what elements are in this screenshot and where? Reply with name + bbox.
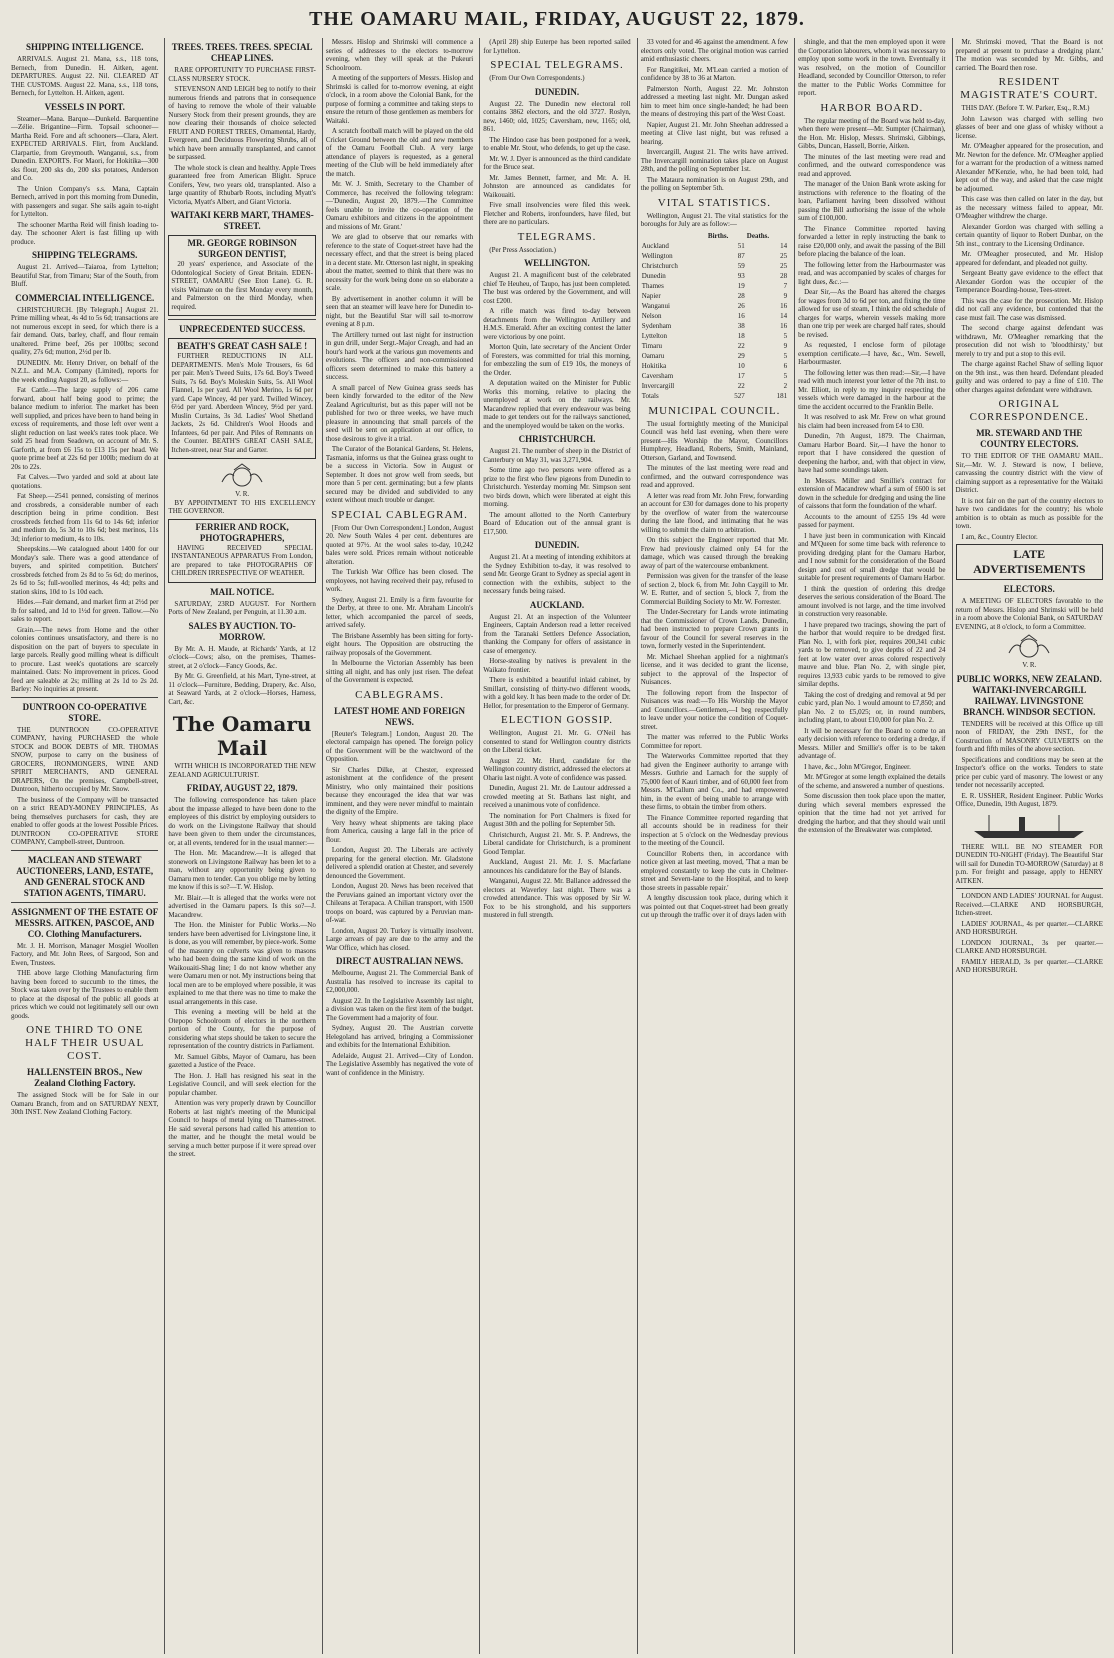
column-2 <box>164 38 318 1654</box>
article-paragraph: I have, &c., John M'Gregor, Engineer. <box>804 762 911 771</box>
article-paragraph: Mr. James Bennett, farmer, and Mr. A. H. Johnston are announced as candidates for Waikouaiti. <box>483 173 631 199</box>
article-paragraph: Dunedin, August 21. Mr. de Lautour addressed a crowded meeting at St. Bathans last night, and received a unanimous vote of confidence. <box>483 784 631 809</box>
article-paragraph: The whole stock is clean and healthy. Apple Trees guaranteed free from American Blight. Spruce Conifers, Yew, two years old, transplanted. Also a large quantity of Rhubarb Roots, including Myatt's Victoria, Myatt's Albert, and Giant Victoria. <box>168 163 316 206</box>
section-heading: MR. STEWARD AND THE COUNTRY ELECTORS. <box>976 428 1083 449</box>
section-heading: DUNEDIN. <box>534 540 580 550</box>
section-heading: HALLENSTEIN BROS., New Zealand Clothing Factory. <box>26 1067 143 1088</box>
article-paragraph: The following correspondence has taken place about the impasse alleged to have been done to the employees of this district by employing outsiders to do work on the Livingstone Railway that should have been given to them under the circumstances, or, at all events, tendered for in the usual manner:— <box>168 796 316 847</box>
table-header: Births. <box>707 231 729 240</box>
table-cell: Invercargill <box>641 381 675 390</box>
article-paragraph: The business of the Company will be transacted on a strict READY-MONEY PRINCIPLES, As being themselves purchasers for cash, they are enabled to offer goods at the lowest Possible Prices. DUNTROON CO-OPERATIVE STORE COMPANY, Campbell-street, Duntroon. <box>11 795 159 846</box>
article-paragraph: Alexander Gordon was charged with selling a certain quantity of liquor to Robert Dunbar, on the 5th inst., contrary to the Licensing Ordinance. <box>955 222 1103 248</box>
article-paragraph: (From Our Own Correspondents.) <box>489 74 585 82</box>
article-paragraph: Invercargill, August 21. The writs have arrived. The Invercargill nomination takes place on August 28th, and the polling on September 1st. <box>640 148 789 173</box>
section-heading: PUBLIC WORKS, NEW ZEALAND. WAITAKI-INVERCARGILL RAILWAY. LIVINGSTONE BRANCH. WINDSOR SECTION. <box>956 673 1102 717</box>
article-paragraph: (April 28) ship Euterpe has been reported sailed for Lyttelton. <box>483 38 631 55</box>
table-row <box>641 331 788 341</box>
columns <box>8 38 1106 1654</box>
article-paragraph: The Hon. Mr. Macandrew.—It is alleged that stonework on Livingstone Railway has been let to a man, without any opportunity being given to Oamaru men to tender. Can you oblige me by letting me know if this is so?—T. W. Hislop. <box>168 849 316 891</box>
article-paragraph: August 21. A magnificent bust of the celebrated chief Te Heuheu, of Taupo, has just been completed. The bust was ordered by the Government, and will cost £200. <box>483 271 631 305</box>
article-paragraph: Specifications and conditions may be seen at the Inspector's office on the works. Tenders to state price per cubic yard of masonry. The lowest or any tender not necessarily accepted. <box>955 755 1103 789</box>
article-paragraph: Mr. Michael Sheehan applied for a nightman's license, and it was decided to grant the license, subject to the approval of the Inspector of Nuisances. <box>640 652 789 686</box>
article-paragraph: Attention was very properly drawn by Councillor Roberts at last night's meeting of the Municipal Council to heaps of metal lying on Thames-street. He said several persons had called his attention to the matter, and he thought the metal would be serving a much better purpose if it were spread over the street. <box>168 1099 316 1158</box>
article-paragraph: Hides.—Fair demand, and market firm at 2½d per lb for salted, and 1d to 1½d for green. Tallow.—No sales to report. <box>11 598 159 623</box>
article-paragraph: It is not fair on the part of the country electors to have two candidates for the country; his whole ambition is to obtain as much as possible for the town. <box>955 496 1103 530</box>
article-paragraph: The second charge against defendant was withdrawn, Mr. O'Meagher remarking that the prosecution did not wish to 'bloodthirsty,' but merely to try and put a stop to this evil. <box>955 324 1103 358</box>
article-paragraph: Sheepskins.—We catalogued about 1400 for our Monday's sale. There was a good attendance of buyers, and spirited competition. Butchers' crossbreds fetched from 2s 8d to 5s 6d; do merinos, 2s 6d to 5s; full-woolled merinos, 4s 4d; pelts and station skins, 10d to 1s 10d each. <box>11 545 159 596</box>
article-paragraph: Some time ago two persons were offered as a prize to the first who flew pigeons from Dunedin to Christchurch. Yesterday morning Mr. Simpson sent two birds down, which were liberated at eight this morning. <box>483 466 631 508</box>
table-cell: 16 <box>780 321 788 330</box>
section-heading: UNPRECEDENTED SUCCESS. <box>179 324 306 334</box>
article-paragraph: August 21. Arrived—Taiaroa, from Lyttelton; Beautiful Star, from Timaru; Star of the South, from Bluff. <box>11 263 159 288</box>
article-paragraph: Mr. Samuel Gibbs, Mayor of Oamaru, has been gazetted a Justice of the Peace. <box>168 1052 316 1069</box>
section-heading: DUNEDIN. <box>534 86 580 97</box>
table-cell: 5 <box>783 371 788 380</box>
article-paragraph: The following letter was then read:—Sir,—I have read with much interest your letter of the 7th inst. to Mr. Elliott, in reply to my inquiry respecting the vessels which were damaged in the harbour at the time the accident occurred to the Franklin Belle. <box>798 368 946 411</box>
royal-crest <box>168 462 315 499</box>
table-cell: 10 <box>737 361 745 370</box>
advertisement-title: FERRIER AND ROCK, PHOTOGRAPHERS, <box>195 521 289 543</box>
steamer-illustration <box>956 811 1103 841</box>
table-cell: 527 <box>734 391 745 400</box>
table-cell: Napier <box>641 291 661 300</box>
article-paragraph: The Hindoo case has been postponed for a week, to enable Mr. Stout, who defends, to get up the case. <box>483 135 631 152</box>
masthead-title: THE OAMARU MAIL, FRIDAY, AUGUST 22, 1879. <box>309 8 805 30</box>
article-paragraph: A scratch football match will be played on the old Cricket Ground between the old and new members of the Oamaru Football Club. A very large attendance of players is requested, as a general meeting of the Club will be held immediately after the match. <box>325 127 474 178</box>
column-divider <box>11 850 158 851</box>
table-row <box>641 391 788 401</box>
article-paragraph: A rifle match was fired to-day between detachments from the Wellington Artillery and H.M.S. Emerald. After an exciting contest the latter were victorious by one point. <box>483 307 631 341</box>
article-paragraph: LADIES' JOURNAL, 4s per quarter.—CLARKE AND HORSBURGH. <box>955 919 1103 936</box>
article-paragraph: There is exhibited a beautiful inlaid cabinet, by Smillart, consisting of thirty-two different woods, with a gold key. It has been made to the order of Dr. Hellor, for presentation to the Emperor of Germany. <box>483 676 631 710</box>
article-paragraph: Napier, August 21. Mr. John Sheehan addressed a meeting at Clive last night, but was refused a hearing. <box>640 120 789 146</box>
advertisement-title: BEATH'S GREAT CASH SALE ! <box>177 341 308 351</box>
table-row <box>641 261 788 271</box>
article-paragraph: [Reuter's Telegram.] London, August 20. The electoral campaign has opened. The foreign policy of the Government will be the watchword of the Opposition. <box>325 729 474 763</box>
advertisement-body: HAVING RECEIVED SPECIAL INSTANTANEOUS APPARATUS From London, are prepared to take PHOTOGRAPHS OF CHILDREN IRRESPECTIVE OF WEATHER. <box>171 543 313 577</box>
column-divider <box>168 319 315 320</box>
article-paragraph: The Under-Secretary for Lands wrote intimating that the Commissioner of Crown Lands, Dunedin, had been instructed to prepare Crown grants in favour of the Council for several reserves in the town, formerly vested in the Superintendent. <box>640 608 789 650</box>
table-cell: 51 <box>737 241 745 250</box>
table-cell: 2 <box>783 381 788 390</box>
section-heading: SALES BY AUCTION. TO-MORROW. <box>188 620 296 642</box>
article-paragraph: I have prepared two tracings, showing the part of the harbor that would require to be dredged first. Plan No. 1, with fork pier, requires 200,341 cubic yards to be removed, to give depths of 22 and 24 feet at low water over areas colored respectively mauve and blue. Plan No. 2, with single pier, requires 13,933 cubic yards to be removed to give similar depths. <box>798 620 946 688</box>
article-paragraph: Mr. W. J. Smith, Secretary to the Chamber of Commerce, has received the following telegram:—'Dunedin, August 20, 1879.—The Committee feels unable to invite the co-operation of the Oamaru exhibitors and citizens in the appointment and missions of Mr. Grant.' <box>325 180 474 231</box>
article-paragraph: Wanganui, August 22. Mr. Ballance addressed the electors at Waverley last night. There was a crowded attendance. This was opposed by Sir W. Fox to be his stronghold, and his supporters mustered in full strength. <box>483 877 631 919</box>
section-heading: ASSIGNMENT OF THE ESTATE OF MESSRS. AITKEN, PASCOE, AND CO. Clothing Manufacturers. <box>11 906 159 939</box>
table-cell: Thames <box>641 281 664 290</box>
section-heading: TELEGRAMS. <box>517 230 597 243</box>
article-paragraph: In Melbourne the Victorian Assembly has been sitting all night, and has only just risen. The defeat of the Government is expected. <box>325 659 474 684</box>
article-paragraph: A letter was read from Mr. John Frew, forwarding an account for £30 for damages done to his property by the overflow of water from the watercourse during the late flood, and intimating that he was willing to submit the claim to arbitration. <box>640 491 789 534</box>
article-paragraph: By Mr. A. H. Maude, at Richards' Yards, at 12 o'clock—Cows; also, on the premises, Thames-street, at 2 o'clock—Fancy Goods, &c. <box>168 644 316 670</box>
article-paragraph: The Union Company's s.s. Mana, Captain Bernech, arrived in port this morning from Dunedin, with passengers and sugar. She sails again to-night for Lyttelton. <box>11 184 159 218</box>
article-paragraph: Taking the cost of dredging and removal at 9d per cubic yard, plan No. 1 would amount to £7,850; and plan No. 2 to £5,025; or, in round numbers, including plant, to about £10,000 for plan No. 2. <box>798 690 946 724</box>
table-cell: 28 <box>737 291 745 300</box>
table-cell: 181 <box>776 391 788 400</box>
article-paragraph: BY APPOINTMENT TO HIS EXCELLENCY THE GOVERNOR. <box>168 498 316 515</box>
article-paragraph: August 22. In the Legislative Assembly last night, a division was taken on the first item of the budget. The Government had a majority of four. <box>325 996 474 1022</box>
article-paragraph: Some discussion then took place upon the matter, during which several members expressed the opinion that the time had not yet arrived for dredging the harbor, and that they should wait until the extension of the Breakwater was completed. <box>798 792 946 834</box>
section-heading: DIRECT AUSTRALIAN NEWS. <box>335 956 464 966</box>
article-paragraph: FAMILY HERALD, 3s per quarter.—CLARKE AND HORSBURGH. <box>955 957 1103 974</box>
crest-letters: V. R. <box>235 490 250 498</box>
article-paragraph: Fat Sheep.—2541 penned, consisting of merinos and crossbreds, a considerable number of each description being in prime condition. Best crossbreds fetched from 11s 6d to 14s 6d; inferior and medium do, 5s 3d to 10s 6d; best merinos, 11s 3d; inferior to medium, 4s to 10s. <box>11 492 159 543</box>
article-paragraph: Steamer—Mana. Barque—Dunkeld. Barquentine—Zélie. Brigantine—Firm. Topsail schooner—Martha Reid. Fore and aft schooners—Clara, Alert. EXPECTED ARRIVALS. Flirt, from Auckland. Clarpartie, from Greymouth. Wanganui, s.s., from Dunedin. EXPORTS. For Maori, for Hokitika—300 sks flour, 200 sks do, 200 sks potatoes, Anderson and Co. <box>11 114 159 182</box>
article-paragraph: For Rangitikei, Mr. M'Lean carried a motion of confidence by 38 to 36 at Marton. <box>640 65 789 82</box>
section-heading: ELECTORS. <box>1003 584 1055 594</box>
table-row <box>641 321 788 331</box>
article-paragraph: Sydney, August 21. Emily is a firm favourite for the Derby, at three to one. Mr. Abraham Lincoln's letter, which accompanied the parcel of seeds, arrived safely. <box>325 595 474 629</box>
crest-letters: V. R. <box>1022 661 1037 669</box>
article-paragraph: The regular meeting of the Board was held to-day, when there were present—Mr. Sumpter (Chairman), the Hon. Mr. Hislop, Messrs. Shrimski, Gibbings, Gibbs, Duncan, Hassell, Borrie, Aitken. <box>798 116 946 150</box>
article-paragraph: 33 voted for and 46 against the amendment. A few electors only voted. The original motion was carried amid enthusiastic cheers. <box>640 38 789 63</box>
article-paragraph: The Turkish War Office has been closed. The employees, not having received their pay, refused to work. <box>325 568 474 593</box>
newspaper-nameplate: The Oamaru Mail <box>172 712 312 760</box>
article-paragraph: A small parcel of New Guinea grass seeds has been kindly forwarded to the editor of the New Zealand Agriculturist, but as this paper will not be published for two or three weeks, we have much pleasure in announcing that small parcels of the seed will be sent on application at our office, to those desirous to give it a trial. <box>325 383 474 443</box>
article-paragraph: The following report from the Inspector of Nuisances was read:—To His Worship the Mayor and Councillors.—Gentlemen,—I beg respectfully to leave under your notice the condition of Coquet-street. <box>640 688 789 731</box>
article-paragraph: The Curator of the Botanical Gardens, St. Helens, Tasmania, informs us that the Guinea grass ought to be a success in Victoria. Sow in August or September. It does not grow well from seeds, but more than 5 per cent. germinating; but a few plants secured may be divided and subdivided to any extent without much trouble or danger. <box>325 445 474 504</box>
article-paragraph: Sergeant Beatty gave evidence to the effect that Alexander Gordon was the occupier of the Temperance Boarding-house, Tees-street. <box>955 269 1103 294</box>
article-paragraph: August 22. The Dunedin new electoral roll contains 3862 electors, and the old 3727. Roslyn, new, 1460; old, 1025; Caversham, new, 1165; old, 861. <box>483 99 631 133</box>
table-header <box>641 231 707 241</box>
article-paragraph: Fat Cattle.—The large supply of 206 came forward, about half being good to prime; the balance medium to inferior. The market has been well supplied, and prices have been to hand being in excess of requirements, and those left over went a slight reduction on last week's rates took place. We sold 25 head from Seadown, on account of Mr. S. Garforth, at from £6 15s to £13 15s per head. We quote prime beef at 22s 6d per 100lb; medium do at 20s to 22s. <box>11 386 159 471</box>
article-paragraph: The minutes of the last meeting were read and confirmed, and the outward correspondence was read and approved. <box>640 464 789 489</box>
article-paragraph: As requested, I enclose form of pilotage exemption certificate.—I have, &c., Wm. Sewell, Harbourmaster. <box>798 341 946 366</box>
table-cell: 26 <box>737 301 745 310</box>
article-paragraph: Mr. W. J. Dyer is announced as the third candidate for the Bruce seat. <box>483 154 631 171</box>
article-paragraph: Mr. O'Meagher prosecuted, and Mr. Hislop appeared for defendant, and pleaded not guilty. <box>955 250 1103 267</box>
article-paragraph: The Hon. J. Hall has resigned his seat in the Legislative Council, and will seek election for the popular chamber. <box>168 1071 316 1097</box>
table-cell: 22 <box>737 341 745 350</box>
section-heading: WELLINGTON. <box>524 258 590 268</box>
table-cell: 28 <box>780 271 788 280</box>
article-paragraph: The manager of the Union Bank wrote asking for instructions with reference to the floating of the loan, Parliament having been dissolved without passing the Bill authorising the issue of the whole sum of £100,000. <box>798 180 946 222</box>
column-divider <box>956 888 1103 889</box>
article-paragraph: Sir Charles Dilke, at Chester, expressed astonishment at the confidence of the present Ministry, who only maintained their positions because they encouraged the idea that war was imminent, and they were never mindful to maintain the dignity of the Empire. <box>325 765 474 816</box>
section-heading: SPECIAL CABLEGRAM. <box>331 508 468 521</box>
table-cell: 25 <box>780 261 788 270</box>
section-heading: SPECIAL TELEGRAMS. <box>490 59 624 71</box>
article-paragraph: Christchurch, August 21. Mr. S. P. Andrews, the Liberal candidate for Christchurch, is a prominent Good Templar. <box>483 830 631 856</box>
article-paragraph: A deputation waited on the Minister for Public Works this morning, relative to placing the unemployed at work on the railways. Mr. Macandrew replied that every endeavour was being made to get tenders out for the railways sanctioned, and the unemployed would be taken on the works. <box>483 379 631 430</box>
table-row <box>641 281 788 291</box>
article-paragraph: LONDON JOURNAL, 3s per quarter.—CLARKE AND HORSBURGH. <box>955 938 1103 955</box>
article-paragraph: It will be necessary for the Board to come to an early decision with reference to ordering a dredge, if Messrs. Miller and Smillie's offer is to be taken advantage of. <box>798 726 946 760</box>
article-paragraph: Horse-stealing by natives is prevalent in the Waikato frontier. <box>483 657 631 674</box>
table-cell: 38 <box>737 321 745 330</box>
article-paragraph: John Lawson was charged with selling two glasses of beer and one glass of whisky without a license. <box>955 114 1103 140</box>
article-paragraph: Very heavy wheat shipments are taking place from America, causing a large fall in the price of flour. <box>325 818 474 844</box>
table-cell: 59 <box>737 261 745 270</box>
table-cell: 14 <box>780 311 788 320</box>
section-heading: ELECTION GOSSIP. <box>501 714 613 726</box>
article-paragraph: TO THE EDITOR OF THE OAMARU MAIL. Sir,—Mr. W. J. Steward is now, I believe, canvassing the country district with the view of claiming support as a representative for the Waitaki District. <box>955 452 1103 494</box>
table-row <box>641 271 788 281</box>
article-paragraph: Messrs. Hislop and Shrimski will commence a series of addresses to the electors to-morrow evening, when they will speak at the Pukeuri Schoolroom. <box>325 38 474 72</box>
article-paragraph: It was resolved to ask Mr. Frew on what ground his claim had been increased from £4 to £30. <box>798 413 946 430</box>
section-heading: VITAL STATISTICS. <box>657 196 771 209</box>
article-paragraph: (Per Press Association.) <box>489 245 556 254</box>
article-paragraph: Wellington, August 21. The vital statistics for the boroughs for July are as follow:— <box>640 211 789 228</box>
section-heading: RESIDENT MAGISTRATE'S COURT. <box>960 76 1099 101</box>
table-row <box>641 251 788 261</box>
article-paragraph: The usual fortnightly meeting of the Municipal Council was held last evening, when there were present—His Worship the Mayor, Councillors Humphrey, Headland, Roberts, Smith, Mainland, Otterson, Garland, and Townsend. <box>640 419 789 462</box>
section-heading: MUNICIPAL COUNCIL. <box>648 404 781 417</box>
article-paragraph: The schooner Martha Reid will finish loading to-day. The schooner Alert is fast filling up with produce. <box>11 220 159 246</box>
table-cell: 25 <box>780 251 788 260</box>
article-paragraph: In Messrs. Miller and Smillie's contract for extension of Macandrew wharf a sum of £600 is set down in the schedule for dredging and using the line of caissons that form the foundation of the wharf. <box>798 476 946 510</box>
steamer-icon <box>969 811 1089 841</box>
article-paragraph: This case was then called on later in the day, but as the necessary witness failed to appear, Mr. O'Meagher withdrew the charge. <box>955 195 1103 220</box>
article-paragraph: Permission was given for the transfer of the lease of section 2, block 6, from Mr. John Caygill to Mr. W. E. Rutter, and of section 5, block 7, from the Commercial Building Society to Mr. W. Forrester. <box>640 572 789 606</box>
section-heading: FRIDAY, AUGUST 22, 1879. <box>186 783 298 793</box>
article-paragraph: London, August 20. Turkey is virtually insolvent. Large arrears of pay are due to the army and the War Office, which has closed. <box>325 926 474 952</box>
article-paragraph: WITH WHICH IS INCORPORATED THE NEW ZEALAND AGRICULTURIST. <box>168 762 316 779</box>
article-paragraph: Mr. J. H. Morrison, Manager Mosgiel Woollen Factory, and Mr. John Rees, of Sargood, Son and Ewen, Trustees. <box>11 941 159 967</box>
table-cell: 29 <box>737 351 745 360</box>
table-cell: Wellington <box>641 251 673 260</box>
article-paragraph: Accounts to the amount of £255 19s 4d were passed for payment. <box>798 512 946 529</box>
section-heading: COMMERCIAL INTELLIGENCE. <box>15 292 155 303</box>
article-paragraph: A meeting of the supporters of Messrs. Hislop and Shrimski is called for to-morrow evening, at eight o'clock, in a room above the Colonial Bank, for the purpose of forming a committee and taking steps to ensure the return of those gentlemen as members for Waitaki. <box>325 74 474 125</box>
table-row <box>641 291 788 301</box>
article-paragraph: The Waterworks Committee reported that they had given the Engineer authority to arrange with Messrs. Guthrie and Larnach for the supply of 75,000 feet of Kauri timber, and of 60,000 feet from Messrs. M'Callum and Co., and had empowered him, in the event of being unable to arrange with these firms, to obtain the timber from others. <box>640 752 789 811</box>
table-cell: Sydenham <box>641 321 672 330</box>
table-row <box>641 241 788 251</box>
article-paragraph: The assigned Stock will be for Sale in our Oamaru Branch, from and on SATURDAY NEXT, 30th INST. New Zealand Clothing Factory. <box>11 1091 159 1116</box>
article-paragraph: STEVENSON AND LEIGH beg to notify to their numerous friends and patrons that in consequence of having to remove the whole of their valuable Nursery Stock from their present grounds, they are now clearing their thousands of choice selected FRUIT AND FOREST TREES, Ornamental, Hardy, Evergreen, and Deciduous Flowering Shrubs, all of which have been annually transplanted, and cannot be surpassed. <box>168 85 316 161</box>
table-cell: 17 <box>737 371 745 380</box>
table-row <box>641 311 788 321</box>
article-paragraph: SATURDAY, 23RD AUGUST. For Northern Ports of New Zealand, per Penguin, at 11.30 a.m. <box>168 599 316 616</box>
article-paragraph: This was the case for the prosecution. Mr. Hislop did not call any evidence, but contended that the case must fail. The case was dismissed. <box>955 296 1103 322</box>
royal-crest <box>956 633 1103 670</box>
article-paragraph: Mr. M'Gregor at some length explained the details of the scheme, and answered a number of questions. <box>798 773 946 790</box>
article-paragraph: On this subject the Engineer reported that Mr. Frew had previously claimed only £4 for the damage, which was caused through the breaking away of part of the watercourse embankment. <box>640 536 789 570</box>
article-paragraph: The Finance Committee reported having forwarded a letter in reply instructing the bank to raise £20,000 only, and await the passing of the Bill before placing the balance of the loan. <box>798 224 946 258</box>
article-paragraph: E. R. USSHER, Resident Engineer. Public Works Office, Dunedin, 19th August, 1879. <box>955 791 1103 808</box>
article-paragraph: A lengthy discussion took place, during which it was pointed out that Coquet-street had been greatly cut up through the traffic over it of drays laden with <box>640 894 789 919</box>
article-paragraph: Adelaide, August 21. Arrived—City of London. The Legislative Assembly has negatived the vote of want of confidence in the Ministry. <box>325 1051 474 1077</box>
article-paragraph: This evening a meeting will be held at the Otepopo Schoolroom of electors in the northern portion of the County, for the purpose of considering what steps should be taken to secure the representation of the country districts in Parliament. <box>168 1008 316 1050</box>
section-heading: CHRISTCHURCH. <box>518 434 596 444</box>
article-paragraph: Dunedin, 7th August, 1879. The Chairman, Oamaru Harbor Board. Sir,—I have the honor to report that I have considered the question of deepening the harbor, and, with that object in view, have had some soundings taken. <box>798 432 946 474</box>
article-paragraph: TENDERS will be received at this Office up till noon of FRIDAY, the 29th INST., for the Construction of MASONRY CULVERTS on the fourth and fifth miles of the above section. <box>955 719 1103 753</box>
article-paragraph: I have just been in communication with Kincaid and M'Queen for some time back with reference to providing dredging plant for the Oamaru Harbor, and I now submit for the consideration of the Board design and cost of small dredge that would be suitable for present requirements of Oamaru Harbor. <box>798 531 946 582</box>
table-cell: 5 <box>783 331 788 340</box>
section-heading: SHIPPING INTELLIGENCE. <box>25 42 144 52</box>
section-heading: TREES. TREES. TREES. SPECIAL CHEAP LINES. <box>171 42 313 63</box>
table-cell: 9 <box>783 291 788 300</box>
article-paragraph: Five small insolvencies were filed this week. Fletcher and Roberts, ironfounders, have filed, but there are no particulars. <box>483 201 631 226</box>
section-heading: HARBOR BOARD. <box>820 101 924 114</box>
table-cell: Christchurch <box>641 261 678 270</box>
article-paragraph: Sydney, August 20. The Austrian corvette Helegoland has arrived, bringing a Commissioner and exhibits for the International Exhibition. <box>325 1024 474 1049</box>
article-paragraph: August 21. At a meeting of intending exhibitors at the Sydney Exhibition to-day, it was resolved to send Mr. George Grant to Sydney as special agent in connection with the exhibits, subject to the necessary funds being raised. <box>483 553 631 595</box>
article-paragraph: Councillor Roberts then, in accordance with notice given at last meeting, moved, 'That a man be employed constantly to keep the cuts in Chelmer-street and Severn-lane to the Hospital, and to keep those streets in passable repair.' <box>640 849 789 892</box>
advertisement <box>168 519 315 583</box>
article-paragraph: London, August 20. The Liberals are actively preparing for the general election. Mr. Gladstone delivered a splendid oration at Chester, and severely denounced the Government. <box>325 846 474 880</box>
section-heading: MACLEAN AND STEWART AUCTIONEERS, LAND, ESTATE, AND GENERAL STOCK AND STATION AGENTS, TIMARU. <box>16 854 154 898</box>
column-5 <box>637 38 791 1654</box>
column-1 <box>8 38 161 1654</box>
table-cell: 87 <box>737 251 745 260</box>
table-cell: 5 <box>783 351 788 360</box>
section-heading: CABLEGRAMS. <box>355 688 445 701</box>
vital-statistics-table <box>641 231 788 401</box>
article-paragraph: The Brisbane Assembly has been sitting for forty-eight hours. The Opposition are obstructing the railway proposals of the Government. <box>325 631 474 657</box>
article-paragraph: August 22. Mr. Hurd, candidate for the Wellington country district, addressed the electors at Ohariu last night. A vote of confidence was passed. <box>483 756 631 782</box>
article-paragraph: Mr. Shrimski moved, 'That the Board is not prepared at present to purchase a dredging plant.' The motion was seconded by Mr. Gibbs, and carried. The Board then rose. <box>955 38 1103 72</box>
banner-title: LATE ADVERTISEMENTS <box>973 547 1086 576</box>
article-paragraph: London, August 20. News has been received that the Peruvians gained an important victory over the Chileans at Terapaca. A Chilian transport, with 1500 troops on board, was captured by a Peruvian man-of-war. <box>325 882 474 924</box>
table-row <box>641 341 788 351</box>
advertisement-title: MR. GEORGE ROBINSON SURGEON DENTIST, <box>187 238 297 259</box>
article-paragraph: We are glad to observe that our remarks with reference to the state of Coquet-street have had the necessary effect, and that the street is being placed in a decent state. Mr. Otterson last night, in speaking about the matter, seemed to think that there was no necessity for the work being done on so elaborate a scale. <box>325 233 474 292</box>
article-paragraph: THIS DAY. (Before T. W. Parker, Esq., R.M.) <box>961 104 1090 112</box>
article-paragraph: The Finance Committee reported regarding that all accounts should be in readiness for their inspection at 5 o'clock on the Wednesday previous to the meeting of the Council. <box>640 813 789 847</box>
advertisement-body: 20 years' experience, and Associate of the Odontological Society of Great Britain. EDEN-STREET, OAMARU (See Eton Lane). G. R. visits Waimate on the first Monday every month, and Palmerston on the third Monday, when required. <box>171 260 313 311</box>
table-cell: 16 <box>780 301 788 310</box>
table-row <box>641 301 788 311</box>
article-paragraph: Auckland, August 21. Mr. J. S. Macfarlane announces his candidature for the Bay of Islands. <box>483 858 631 875</box>
table-cell: 16 <box>737 311 745 320</box>
article-paragraph: Melbourne, August 21. The Commercial Bank of Australia has resolved to increase its capital to £2,000,000. <box>325 969 474 994</box>
article-paragraph: The minutes of the last meeting were read and confirmed, and the outward correspondence was read and approved. <box>798 152 946 178</box>
table-cell: 22 <box>737 381 745 390</box>
article-paragraph: By Mr. G. Greenfield, at his Mart, Tyne-street, at 11 o'clock—Furniture, Bedding, Drapery, &c. Also, at Seaward Yards, at 2 o'clock—Horses, Harness, Cart, &c. <box>168 672 316 706</box>
table-cell: 14 <box>780 241 788 250</box>
section-heading: AUCKLAND. <box>529 599 585 610</box>
article-paragraph: RARE OPPORTUNITY TO PURCHASE FIRST-CLASS NURSERY STOCK. <box>168 66 316 83</box>
article-paragraph: THERE WILL BE NO STEAMER FOR DUNEDIN TO-NIGHT (Friday). The Beautiful Star will sail for Dunedin TO-MORROW (Saturday) at 8 p.m. For freight and passage, apply to HENRY AITKEN. <box>955 842 1103 885</box>
article-paragraph: I am, &c., Country Elector. <box>961 532 1038 541</box>
table-row <box>641 361 788 371</box>
article-paragraph: Mr. Blair.—It is alleged that the works were not advertised in the Oamaru papers. Is this so?—J. Macandrew. <box>168 893 316 919</box>
column-3 <box>322 38 476 1654</box>
article-paragraph: shingle, and that the men employed upon it were the Corporation labourers, whom it was necessary to employ upon some work in the town. Eventually it was resolved, on the motion of Councillor Headland, seconded by Councillor Otterson, to refer the matter to the Public Works Committee for report. <box>798 38 946 97</box>
column-7 <box>952 38 1106 1654</box>
table-cell: 18 <box>737 331 745 340</box>
article-paragraph: THE DUNTROON CO-OPERATIVE COMPANY, having PURCHASED the whole STOCK and BOOK DEBTS of MR. THOMAS SNOW, purpose to carry on the business of GROCERS, IRONMONGERS, WINE AND SPIRIT MERCHANTS, AND GENERAL DRAPERS, On the premises, Campbell-street, Duntroon, hitherto occupied by Mr. Snow. <box>11 725 159 793</box>
table-cell: Auckland <box>641 241 669 250</box>
article-paragraph: Dear Sir,—As the Board has altered the charges for wages from 3d to 6d per ton, and fixing the time allowed for use of steam, I think the old schedule of charges for warps, wherein vessels making more than one trip per week are charged half rates, should be revised. <box>798 288 946 339</box>
crest-icon <box>999 633 1059 659</box>
column-divider <box>11 697 158 698</box>
article-paragraph: CHRISTCHURCH. [By Telegraph.] August 21. Prime milling wheat, 4s 4d to 5s 6d; transactions are not numerous except in seed, for which there is a fair demand. Oats, barley, chaff, and flour remain unaltered. Prime beef, 26s per 100lbs; second quality, 27s 6d; mutton, 2½d per lb. <box>11 305 159 356</box>
article-paragraph: I think the question of ordering this dredge deserves the serious consideration of the Board. The amount involved is not large, and the time involved in construction very reasonable. <box>798 584 946 618</box>
table-row <box>641 381 788 391</box>
table-cell: Timaru <box>641 341 663 350</box>
column-6 <box>794 38 948 1654</box>
article-paragraph: The Mataura nomination is on August 29th, and the polling on September 5th. <box>640 175 789 192</box>
table-cell: Oamaru <box>641 351 665 360</box>
advertisement <box>168 235 315 316</box>
section-heading: MAIL NOTICE. <box>210 586 275 597</box>
section-heading: SHIPPING TELEGRAMS. <box>32 250 138 260</box>
section-heading: VESSELS IN PORT. <box>44 101 125 112</box>
article-paragraph: Wellington, August 21. Mr. G. O'Neil has consented to stand for Wellington country districts on the Liberal ticket. <box>483 729 631 754</box>
table-cell: 93 <box>737 271 745 280</box>
article-paragraph: THE above large Clothing Manufacturing firm having been forced to succumb to the times, the Stock was taken over by the Trustees to enable them to place at the disposal of the public all goods at prices which we could not legitimately sell our own goods. <box>11 969 159 1020</box>
article-paragraph: [From Our Own Correspondent.] London, August 20. New South Wales 4 per cent. debentures are quoted at 97½. At the wool sales to-day, 10,242 bales were sold. Prices remain without noticeable alteration. <box>325 523 474 566</box>
article-paragraph: The nomination for Port Chalmers is fixed for August 30th and the polling for September 5th. <box>483 811 631 828</box>
article-paragraph: August 21. The number of sheep in the District of Canterbury on May 31, was 3,271,904. <box>483 447 631 464</box>
section-heading: ONE THIRD TO ONE HALF THEIR USUAL COST. <box>25 1024 145 1062</box>
article-paragraph: August 21. At an inspection of the Volunteer Engineers, Captain Anderson read a letter received from the Taranaki Settlers Defence Association, thanking the Company for offers of assistance in case of emergency. <box>483 612 631 655</box>
article-paragraph: ARRIVALS. August 21. Mana, s.s., 118 tons, Bernech, from Dunedin. H. Aitken, agent. DEPARTURES. August 22. Nil. CLEARED AT THE CUSTOMS. August 22. Mana, s.s., 118 tons, Bernech, for Lyttelton. H. Aitken, agent. <box>11 55 159 97</box>
table-cell: Caversham <box>641 371 674 380</box>
article-paragraph: The amount allotted to the North Canterbury Board of Education out of the annual grant is £17,500. <box>483 510 631 536</box>
table-cell: Lyttelton <box>641 331 667 340</box>
section-heading: LATEST HOME AND FOREIGN NEWS. <box>334 705 466 727</box>
table-row <box>641 351 788 361</box>
article-paragraph: Fat Calves.—Two yarded and sold at about late quotations. <box>11 473 159 490</box>
table-cell: 9 <box>783 341 788 350</box>
table-cell: Dunedin <box>641 271 666 280</box>
article-paragraph: The charge against Rachel Shaw of selling liquor on the 9th inst., was then heard. Defendant pleaded guilty and was ordered to pay a fine of £10. The other charges against defendant were withdrawn. <box>955 360 1103 394</box>
column-4 <box>479 38 633 1654</box>
article-paragraph: The following letter from the Harbourmaster was read, and was accompanied by scales of charges for light dues, &c.:— <box>798 260 946 286</box>
table-cell: 7 <box>783 281 788 290</box>
table-header: Deaths. <box>746 231 770 240</box>
article-paragraph: Mr. O'Meagher appeared for the prosecution, and Mr. Newton for the defence. Mr. O'Meagher applied for a warrant for the production of a witness named Alexander M'Kenzie, who, he had been told, had kept out of the way, and asked that the case might be adjourned. <box>955 142 1103 193</box>
table-cell: Hokitika <box>641 361 667 370</box>
article-paragraph: The Hon. the Minister for Public Works.—No tenders have been advertised for Livingstone line, it is done, as you will remember, by piece-work. Some of the masonry on culverts was given to masons who had been doing the same kind of work on the Waikouaiti-Shag line; I do not know whether any were Oamaru men or not. My instructions being that local men are to be employed where possible, it was explained to me that there was no time to make the usual arrangements in this case. <box>168 921 316 1006</box>
article-paragraph: DUNEDIN. Mr. Henry Driver, on behalf of the N.Z.L. and M.A. Company (Limited), reports for the week ending August 20, as follows:— <box>11 358 159 384</box>
advertisement-body: FURTHER REDUCTIONS IN ALL DEPARTMENTS. Men's Mole Trousers, 6s 6d per pair. Men's Tweed Suits, 17s 6d. Boy's Tweed Suits, 7s 6d. Boy's Moleskin Suits, 5s. All Wool Flannel, 1s per yard. All Wool Merino, 1s 6d per yard. Cape Wincey, 4d per yard. Twilled Wincey, 6½d per yard. Aberdeen Wincey, 9½d per yard. Muslin Curtains, 3s 3d. Ladies' Wool Shetland Jackets, 2s 6d. Children's Wool Hoods and Infantees, 6d per pair. And Piles of Remnants on the Counter. BEATH'S GREAT CASH SALE, Itchen-street, near Star and Garter. <box>171 352 313 454</box>
table-cell: Totals <box>641 391 659 400</box>
column-divider <box>11 902 158 903</box>
article-paragraph: Morton Quin, late secretary of the Ancient Order of Foresters, was committed for trial this morning, for embezzling the sum of £19 10s, the moneys of the Order. <box>483 343 631 377</box>
crest-icon <box>212 462 272 488</box>
section-heading: WAITAKI KERB MART, THAMES-STREET. <box>170 210 314 231</box>
masthead <box>0 0 1114 34</box>
article-paragraph: Palmerston North, August 22. Mr. Johnston addressed a meeting last night. Mr. Dungan asked him to meet him once single-handed; he had been the means of destroying this part of the West Coast. <box>640 84 789 118</box>
table-row <box>641 371 788 381</box>
section-heading: ORIGINAL CORRESPONDENCE. <box>969 398 1089 423</box>
advertisement <box>168 338 315 459</box>
section-heading: DUNTROON CO-OPERATIVE STORE. <box>22 701 147 723</box>
table-cell: 6 <box>783 361 788 370</box>
article-paragraph: By advertisement in another column it will be seen that an steamer will leave here for Dunedin to-night, but the Beautiful Star will sail to-morrow evening at 8 p.m. <box>325 294 474 328</box>
late-advertisements-banner <box>956 544 1103 580</box>
article-paragraph: A MEETING OF ELECTORS favorable to the return of Messrs. Hislop and Shrimski will be held in a room above the Colonial Bank, on SATURDAY EVENING, at 8 o'clock, to form a Committee. <box>955 597 1103 631</box>
article-paragraph: The Artillery turned out last night for instruction in gun drill, under Sergt.-Major Creagh, and had an hour's hard work at the various gun movements and evolutions. The officers and non-commissioned officers seem determined to make this battery a success. <box>325 330 474 381</box>
table-cell: Nelson <box>641 311 662 320</box>
table-cell: Wanganui <box>641 301 670 310</box>
article-paragraph: Grain.—The news from Home and the other colonies continues unsatisfactory, and there is no disposition on the part of buyers to speculate in large parcels. Really good milling wheat is difficult to procure. Last week's quotations are scarcely maintained. Oats: No improvement in prices. Good feed are saleable at 2s; milling at 2s 1d to 2s 2d. Barley: No inquiries at present. <box>11 625 159 693</box>
article-paragraph: LONDON AND LADIES' JOURNAL for August. Received.—CLARKE AND HORSBURGH, Itchen-street. <box>955 892 1103 917</box>
article-paragraph: The matter was referred to the Public Works Committee for report. <box>640 733 789 750</box>
table-cell: 19 <box>737 281 745 290</box>
